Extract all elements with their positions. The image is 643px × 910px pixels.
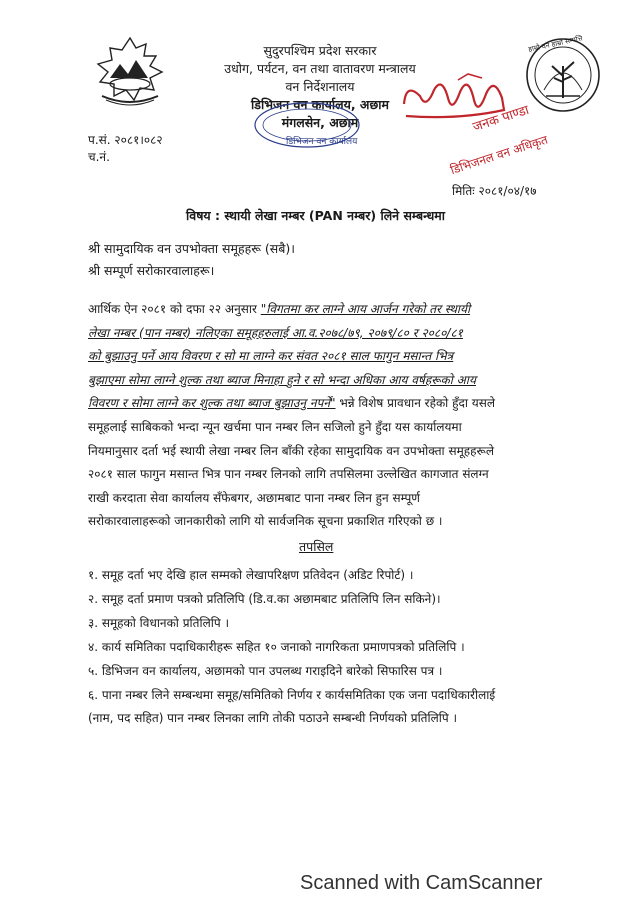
logo-ring-text: हाम्रो वन हाम्रो सम्पत्ति [527,34,584,54]
header-office: डिभिजन वन कार्यालय, अछाम [251,97,389,112]
recipient-1: श्री सामुदायिक वन उपभोक्ता समूहहरू (सबै)। [88,241,295,256]
body-line: समूहलाई साबिकको भन्दा न्यून खर्चमा पान नम्बर लिन सजिलो हुने हुँदा यस कार्यालयमा [88,419,462,434]
list-item: ६. पाना नम्बर लिने सम्बन्धमा समूह/समितिको निर्णय र कार्यसमितिका एक जना पदाधिकारीलाई [88,688,496,702]
header-government: सुदुरपश्चिम प्रदेश सरकार [263,43,377,58]
header-directorate: वन निर्देशनालय [285,79,355,94]
quoted-line: बुझाएमा सोमा लाग्ने शुल्क तथा ब्याज मिनाहा हुने र सो भन्दा अधिका आय वर्षहरूको आय [88,372,476,387]
list-item: ४. कार्य समितिका पदाधिकारीहरू सहित १० जनाको नागरिकता प्रमाणपत्रको प्रतिलिपि । [88,640,465,654]
government-emblem-icon [88,34,172,110]
quoted-line: को बुझाउनु पर्ने आय विवरण र सो मा लाग्ने कर संवत २०८१ साल फागुन मसान्त भित्र [88,349,454,364]
letter-date: मितिः २०८१/०४/१७ [452,184,537,198]
dispatch-number: च.नं. [88,150,110,164]
list-item: (नाम, पद सहित) पान नम्बर लिनका लागि तोकी पठाउने सम्बन्धी निर्णयको प्रतिलिपि । [88,711,458,725]
signature-title: डिभिजनल वन अधिकृत [448,132,550,178]
body-line: २०८१ साल फागुन मसान्त भित्र पान नम्बर लिनको लागि तपसिलमा उल्लेखित कागजात संलग्न [88,467,489,482]
body-paragraph [88,298,528,534]
recipient-2: श्री सम्पूर्ण सरोकारवालाहरू। [88,263,215,278]
quoted-text: "विगतमा कर लाग्ने आय आर्जन गरेको तर स्थायी [260,302,471,316]
body-line [88,298,528,322]
scanner-watermark: Scanned with CamScanner [300,872,543,894]
header-ministry: उधोग, पर्यटन, वन तथा वातावरण मन्त्रालय [224,61,416,76]
list-item: ३. समूहको विधानको प्रतिलिपि । [88,616,230,630]
reference-number: प.सं. २०८१।०८२ [88,133,163,147]
list-item: २. समूह दर्ता प्रमाण पत्रको प्रतिलिपि (डि.व.का अछामबाट प्रतिलिपि लिन सकिने)। [88,592,441,606]
tapsil-heading: तपसिल [299,539,334,554]
body-plain-text: आर्थिक ऐन २०८१ को दफा २२ अनुसार [88,302,257,316]
body-line: राखी करदाता सेवा कार्यालय सँफेबगर, अछामबाट पाना नम्बर लिन हुन सम्पूर्ण [88,490,420,505]
quoted-text: विवरण र सोमा लाग्ने कर शुल्क तथा ब्याज बुझाउनु नपर्ने" [88,396,336,411]
body-line: नियमानुसार दर्ता भई स्थायी लेखा नम्बर लिन बाँकी रहेका सामुदायिक वन उपभोक्ता समूहहरूले [88,443,494,458]
quoted-line: लेखा नम्बर (पान नम्बर) नलिएका समूहहरुलाई आ.व.२०७८/७९, २०७९/८० र २०८०/८१ [88,325,463,340]
stamp-label: डिभिजन वन कार्यालय [286,137,358,147]
signature-name: जनक पाण्डा [470,102,531,136]
body-plain-text: भन्ने विशेष प्रावधान रहेको हुँदा यसले [339,396,495,411]
list-item: १. समूह दर्ता भए देखि हाल सम्मको लेखापरिक्षण प्रतिवेदन (अडिट रिपोर्ट) । [88,568,414,582]
subject-line: विषय : स्थायी लेखा नम्बर (PAN नम्बर) लिने सम्बन्धमा [186,208,445,223]
list-item: ५. डिभिजन वन कार्यालय, अछामको पान उपलब्ध गराइदिने बारेको सिफारिस पत्र । [88,664,443,678]
body-line: सरोकारवालाहरूको जानकारीको लागि यो सार्वजनिक सूचना प्रकाशित गरिएको छ । [88,514,443,529]
body-line [88,392,528,416]
header-place: मंगलसेन, अछाम [281,115,359,130]
